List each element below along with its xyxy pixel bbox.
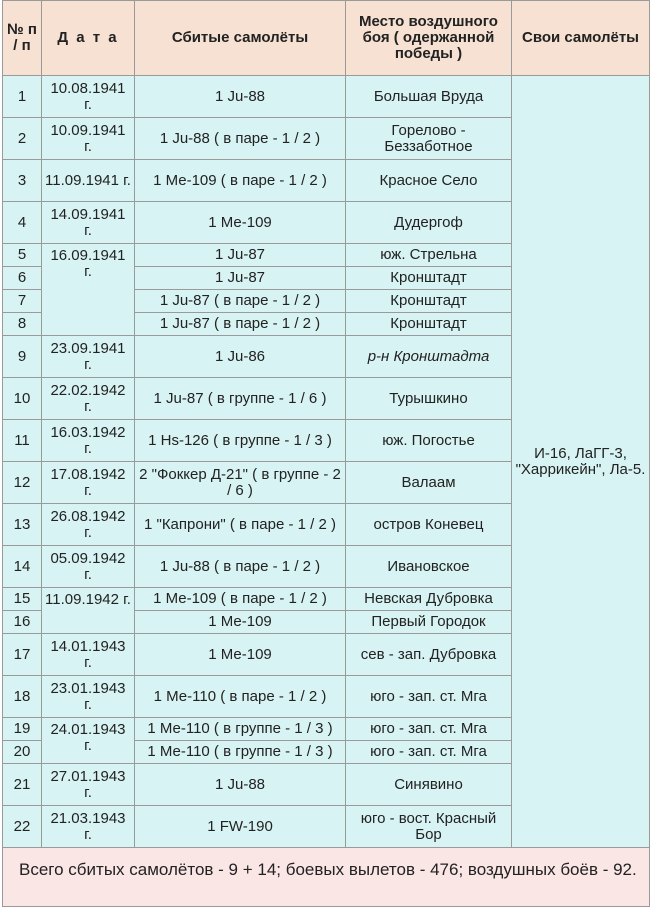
cell-downed: 1 Ju-87 ( в группе - 1 / 6 ): [135, 378, 346, 420]
cell-downed: 1 Ju-88 ( в паре - 1 / 2 ): [135, 546, 346, 588]
cell-date: 10.08.1941 г.: [42, 76, 135, 118]
cell-date: 11.09.1942 г.: [42, 588, 135, 634]
cell-downed: 1 Ме-109 ( в паре - 1 / 2 ): [135, 588, 346, 611]
header-place: Место воздушного боя ( одержанной победы ): [346, 1, 512, 76]
cell-place: Первый Городок: [346, 611, 512, 634]
cell-place: Дудергоф: [346, 202, 512, 244]
cell-date: 14.09.1941 г.: [42, 202, 135, 244]
cell-num: 6: [3, 267, 42, 290]
cell-downed: 1 FW-190: [135, 806, 346, 848]
cell-place: остров Коневец: [346, 504, 512, 546]
cell-num: 16: [3, 611, 42, 634]
cell-place: Красное Село: [346, 160, 512, 202]
cell-downed: 1 Ju-87: [135, 244, 346, 267]
cell-num: 2: [3, 118, 42, 160]
cell-downed: 1 Ме-110 ( в паре - 1 / 2 ): [135, 676, 346, 718]
cell-downed: 1 Ju-87: [135, 267, 346, 290]
table-row: [3, 76, 650, 118]
cell-place: Большая Вруда: [346, 76, 512, 118]
cell-date: 24.01.1943 г.: [42, 718, 135, 764]
cell-num: 10: [3, 378, 42, 420]
cell-place: Ивановское: [346, 546, 512, 588]
cell-downed: 2 "Фоккер Д-21" ( в группе - 2 / 6 ): [135, 462, 346, 504]
cell-place: юго - зап. ст. Мга: [346, 718, 512, 741]
cell-place: юго - зап. ст. Мга: [346, 741, 512, 764]
cell-date: 22.02.1942 г.: [42, 378, 135, 420]
cell-num: 17: [3, 634, 42, 676]
cell-place: юго - вост. Красный Бор: [346, 806, 512, 848]
cell-place: Горелово - Беззаботное: [346, 118, 512, 160]
cell-num: 1: [3, 76, 42, 118]
cell-date: 14.01.1943 г.: [42, 634, 135, 676]
cell-date: 26.08.1942 г.: [42, 504, 135, 546]
cell-place: р-н Кронштадта: [346, 336, 512, 378]
cell-place: Валаам: [346, 462, 512, 504]
header-downed: Сбитые самолёты: [135, 1, 346, 76]
cell-num: 7: [3, 290, 42, 313]
cell-num: 11: [3, 420, 42, 462]
cell-downed: 1 Ju-88: [135, 76, 346, 118]
cell-downed: 1 Ju-88: [135, 764, 346, 806]
cell-date: 16.03.1942 г.: [42, 420, 135, 462]
cell-num: 12: [3, 462, 42, 504]
cell-downed: 1 Ju-86: [135, 336, 346, 378]
cell-downed: 1 Ju-87 ( в паре - 1 / 2 ): [135, 290, 346, 313]
cell-downed: 1 Ju-88 ( в паре - 1 / 2 ): [135, 118, 346, 160]
cell-downed: 1 Ju-87 ( в паре - 1 / 2 ): [135, 313, 346, 336]
cell-num: 21: [3, 764, 42, 806]
cell-num: 19: [3, 718, 42, 741]
cell-num: 14: [3, 546, 42, 588]
cell-date: 17.08.1942 г.: [42, 462, 135, 504]
cell-place: Кронштадт: [346, 267, 512, 290]
header-row: [3, 1, 650, 76]
cell-num: 18: [3, 676, 42, 718]
cell-num: 15: [3, 588, 42, 611]
cell-downed: 1 Ме-109 ( в паре - 1 / 2 ): [135, 160, 346, 202]
cell-downed: 1 Ме-109: [135, 634, 346, 676]
cell-downed: 1 Ме-109: [135, 611, 346, 634]
cell-downed: 1 "Капрони" ( в паре - 1 / 2 ): [135, 504, 346, 546]
cell-num: 22: [3, 806, 42, 848]
cell-place: юж. Стрельна: [346, 244, 512, 267]
cell-date: 23.09.1941 г.: [42, 336, 135, 378]
cell-num: 9: [3, 336, 42, 378]
cell-place: юго - зап. ст. Мга: [346, 676, 512, 718]
cell-date: 21.03.1943 г.: [42, 806, 135, 848]
cell-date: 23.01.1943 г.: [42, 676, 135, 718]
cell-date: 05.09.1942 г.: [42, 546, 135, 588]
cell-downed: 1 Ме-110 ( в группе - 1 / 3 ): [135, 741, 346, 764]
summary-text: Всего сбитых самолётов - 9 + 14; боевых вылетов - 476; воздушных боёв - 92.: [3, 848, 650, 907]
cell-place: сев - зап. Дубровка: [346, 634, 512, 676]
cell-date: 10.09.1941 г.: [42, 118, 135, 160]
cell-num: 3: [3, 160, 42, 202]
cell-num: 5: [3, 244, 42, 267]
cell-num: 8: [3, 313, 42, 336]
cell-num: 13: [3, 504, 42, 546]
summary-row: [3, 848, 650, 907]
cell-num: 20: [3, 741, 42, 764]
cell-downed: 1 Ме-109: [135, 202, 346, 244]
cell-downed: 1 Hs-126 ( в группе - 1 / 3 ): [135, 420, 346, 462]
header-own-planes: Свои самолёты: [512, 1, 650, 76]
cell-place: Невская Дубровка: [346, 588, 512, 611]
cell-date: 11.09.1941 г.: [42, 160, 135, 202]
cell-date: 16.09.1941 г.: [42, 244, 135, 336]
header-date: Д а т а: [42, 1, 135, 76]
cell-place: юж. Погостье: [346, 420, 512, 462]
cell-place: Кронштадт: [346, 290, 512, 313]
cell-downed: 1 Ме-110 ( в группе - 1 / 3 ): [135, 718, 346, 741]
cell-num: 4: [3, 202, 42, 244]
cell-place: Турышкино: [346, 378, 512, 420]
cell-place: Кронштадт: [346, 313, 512, 336]
cell-place: Синявино: [346, 764, 512, 806]
header-num: № п / п: [3, 1, 42, 76]
cell-own-planes: И-16, ЛаГГ-3, "Харрикейн", Ла-5.: [512, 76, 650, 848]
victories-table: [2, 0, 650, 907]
cell-date: 27.01.1943 г.: [42, 764, 135, 806]
